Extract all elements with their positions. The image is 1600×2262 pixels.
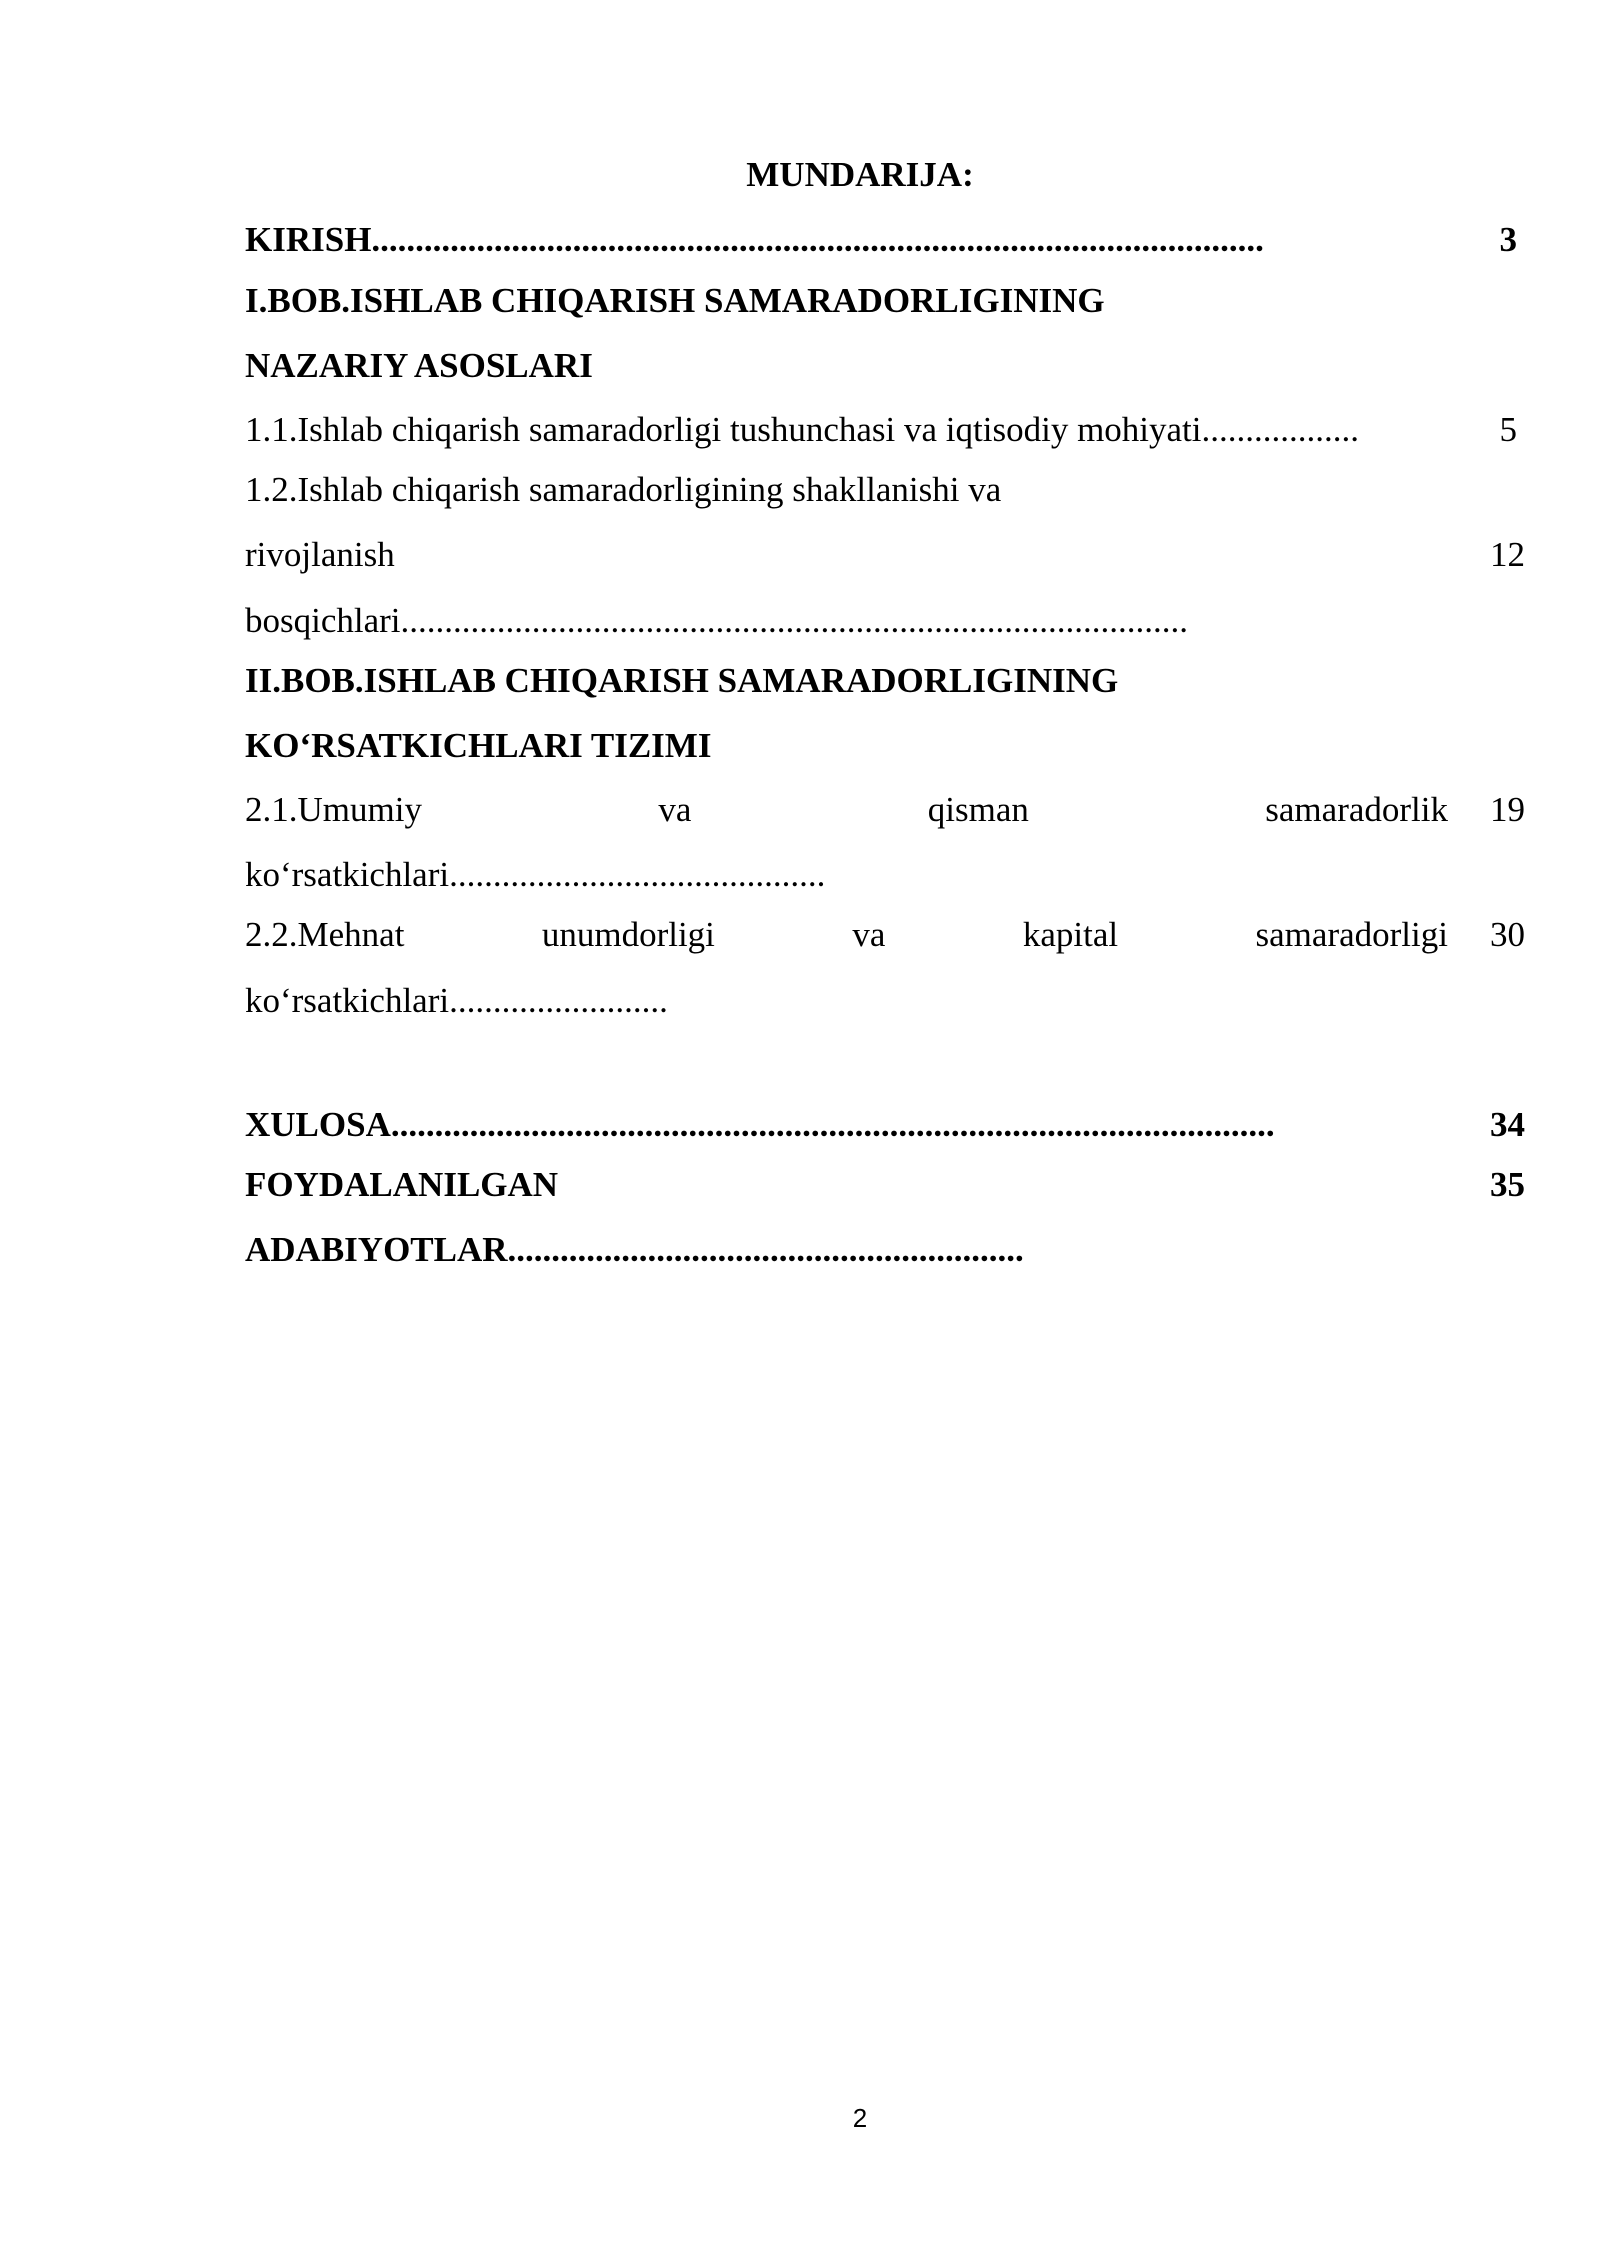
toc-entry-section-2-2-line-1[interactable] [245,910,1525,960]
toc-word: unumdorligi [541,915,715,954]
toc-entry-section-1-2-line-1[interactable] [245,465,1525,515]
toc-word: samaradorlik [1265,790,1448,829]
toc-entry-references-line-2[interactable] [245,1225,1525,1275]
toc-entry-kirish[interactable] [245,215,1525,265]
toc-entry-label: rivojlanish [245,535,395,574]
toc-word: qisman [927,790,1029,829]
toc-chapter-2-line-2[interactable] [245,721,1525,771]
toc-word: va [852,915,886,954]
toc-entry-label: XULOSA..................................................................................................... [245,1105,1275,1144]
toc-page-number: 30 [1490,915,1525,954]
toc-chapter-2-line-1[interactable] [245,656,1525,706]
toc-entry-references-line-1[interactable] [245,1160,1525,1210]
toc-entry-label: FOYDALANILGAN [245,1165,559,1204]
toc-word: va [658,790,692,829]
toc-entry-label: ADABIYOTLAR........................................................... [245,1230,1024,1269]
toc-chapter-1-line-1[interactable] [245,276,1525,326]
toc-chapter-heading: NAZARIY ASOSLARI [245,346,593,385]
toc-page-number: 12 [1490,535,1525,574]
toc-word: kapital [1022,915,1119,954]
toc-entry-xulosa[interactable] [245,1100,1525,1150]
toc-entry-section-2-2-line-2[interactable] [245,976,1525,1026]
toc-entry-section-2-1-line-1[interactable] [245,785,1525,835]
toc-word: samaradorligi [1255,915,1448,954]
toc-word: 2.2.Mehnat [245,915,405,954]
toc-entry-section-1-2-line-2[interactable] [245,530,1525,580]
toc-entry-label: 1.2.Ishlab chiqarish samaradorligining shakllanishi va [245,470,1002,509]
toc-chapter-1-line-2[interactable] [245,341,1525,391]
toc-entry-label: ko‘rsatkichlari........................................... [245,855,826,894]
toc-page-number: 5 [1499,410,1517,449]
toc-entry-label: 1.1.Ishlab chiqarish samaradorligi tushunchasi va iqtisodiy mohiyati.................. [245,410,1360,449]
toc-page-number: 3 [1499,220,1517,259]
page-number: 2 [852,2103,868,2133]
toc-entry-section-1-2-line-3[interactable] [245,596,1525,646]
toc-entry-label: KIRISH...................................................................................................... [245,220,1264,259]
toc-entry-label: bosqichlari.......................................................................................... [245,601,1189,640]
toc-title: MUNDARIJA: [746,155,974,194]
toc-entry-label: ko‘rsatkichlari......................... [245,981,668,1020]
toc-entry-section-2-1-line-2[interactable] [245,850,1525,900]
toc-page-number: 19 [1490,790,1525,829]
toc-page-number: 35 [1490,1165,1525,1204]
toc-chapter-heading: I.BOB.ISHLAB CHIQARISH SAMARADORLIGINING [245,281,1105,320]
toc-entry-justified-line [245,910,1448,960]
toc-chapter-heading: II.BOB.ISHLAB CHIQARISH SAMARADORLIGINING [245,661,1119,700]
toc-entry-section-1-1[interactable] [245,405,1525,455]
toc-chapter-heading: KO‘RSATKICHLARI TIZIMI [245,726,712,765]
toc-page-number: 34 [1490,1105,1525,1144]
toc-word: 2.1.Umumiy [245,790,422,829]
toc-entry-justified-line [245,785,1448,835]
